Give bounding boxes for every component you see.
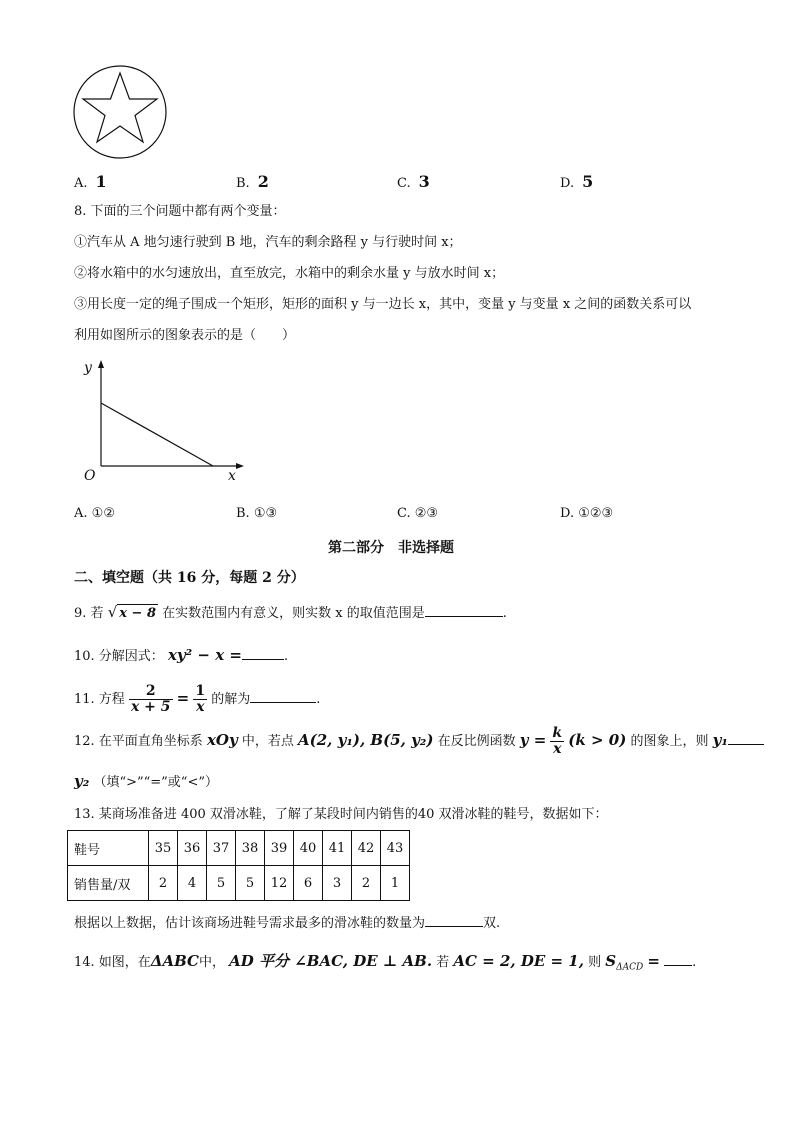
q9-answer-blank[interactable]: [425, 604, 503, 617]
q8-stem: 8. 下面的三个问题中都有两个变量：: [74, 204, 286, 219]
graph-y-label: y: [84, 360, 92, 376]
q12: 12. 在平面直角坐标系 xOy 中，若点 A(2, y₁), B(5, y₂) 在反比例函数 y = $\frac{k}{x}$ (k > 0) 的图象上，则 y₁: [74, 720, 764, 762]
table-row-sales: [68, 866, 410, 901]
q8-option-c[interactable]: C. ②③: [397, 506, 439, 521]
table-cell: 36: [178, 831, 207, 866]
table-cell: 2: [352, 866, 381, 901]
q11-fraction-right: $\frac{1}{x}$: [195, 683, 206, 715]
table-cell: 41: [323, 831, 352, 866]
q14-answer-blank[interactable]: [664, 953, 692, 966]
q11-answer-blank[interactable]: [250, 690, 316, 703]
q9: 9. 若 √ x − 8 在实数范围内有意义，则实数 x 的取值范围是 .: [74, 603, 507, 621]
table-cell: 43: [381, 831, 410, 866]
table-cell: 6: [294, 866, 323, 901]
q8-item-3: ③用长度一定的绳子围成一个矩形，矩形的面积 y 与一边长 x，其中，变量 y 与变量 x 之间的函数关系可以: [74, 297, 692, 312]
table-cell: 35: [149, 831, 178, 866]
circle-star-figure: [70, 62, 170, 162]
q8-option-a[interactable]: A. ①②: [74, 506, 115, 521]
table-cell: 5: [207, 866, 236, 901]
table-cell: 38: [236, 831, 265, 866]
table-cell: 39: [265, 831, 294, 866]
q7-option-c[interactable]: C. 3: [397, 172, 430, 191]
q10: 10. 分解因式： xy² − x = .: [74, 646, 289, 664]
graph-x-label: x: [228, 468, 236, 484]
q7-option-d[interactable]: D. 5: [560, 172, 594, 191]
q7-option-b[interactable]: B. 2: [236, 172, 269, 191]
q8-item-1: ①汽车从 A 地匀速行驶到 B 地，汽车的剩余路程 y 与行驶时间 x；: [74, 235, 462, 250]
q8-graph: [78, 358, 253, 488]
graph-origin-label: O: [84, 468, 96, 484]
table-cell: 5: [236, 866, 265, 901]
q10-answer-blank[interactable]: [242, 647, 284, 660]
q12-answer-blank[interactable]: [728, 732, 764, 745]
table-row-sizes: [68, 831, 410, 866]
q13-stem: 13. 某商场准备进 400 双滑冰鞋，了解了某段时间内销售的40 双滑冰鞋的鞋号，数据如下：: [74, 807, 608, 822]
table-cell: 42: [352, 831, 381, 866]
table-cell: 4: [178, 866, 207, 901]
part2-title: 第二部分 非选择题: [328, 540, 454, 556]
table-header-sales: 销售量/双: [68, 866, 149, 901]
table-cell: 37: [207, 831, 236, 866]
table-cell: 12: [265, 866, 294, 901]
q12-line2: y₂ （填“>”“=”或“<”）: [74, 772, 218, 790]
q8-item-4: 利用如图所示的图象表示的是（ ）: [74, 328, 296, 343]
table-cell: 1: [381, 866, 410, 901]
q13-answer-blank[interactable]: [425, 914, 483, 927]
section2-title: 二、填空题（共 16 分，每题 2 分）: [74, 570, 305, 586]
table-cell: 3: [323, 866, 352, 901]
q9-radicand: x − 8: [119, 606, 156, 621]
shoe-size-table: [67, 830, 410, 901]
table-cell: 2: [149, 866, 178, 901]
q14: 14. 如图，在ΔABC中， AD 平分 ∠BAC, DE ⊥ AB. 若 AC = 2, DE = 1, 则 $S_{\Delta ACD}$ = .: [74, 952, 697, 973]
table-header-size: 鞋号: [68, 831, 149, 866]
q11: 11. 方程 $\frac{2}{x + 5}$ = $\frac{1}{x}$ 的解为 .: [74, 683, 321, 715]
q11-fraction-left: $\frac{2}{x + 5}$: [130, 683, 171, 715]
q12-fraction: $\frac{k}{x}$: [552, 725, 563, 757]
q8-option-d[interactable]: D. ①②③: [560, 506, 614, 521]
q8-option-b[interactable]: B. ①③: [236, 506, 278, 521]
q7-option-a[interactable]: A. 1: [74, 172, 107, 191]
q8-item-2: ②将水箱中的水匀速放出，直至放完，水箱中的剩余水量 y 与放水时间 x；: [74, 266, 505, 281]
table-cell: 40: [294, 831, 323, 866]
q13-conclusion: 根据以上数据，估计该商场进鞋号需求最多的滑冰鞋的数量为 双.: [74, 916, 501, 931]
